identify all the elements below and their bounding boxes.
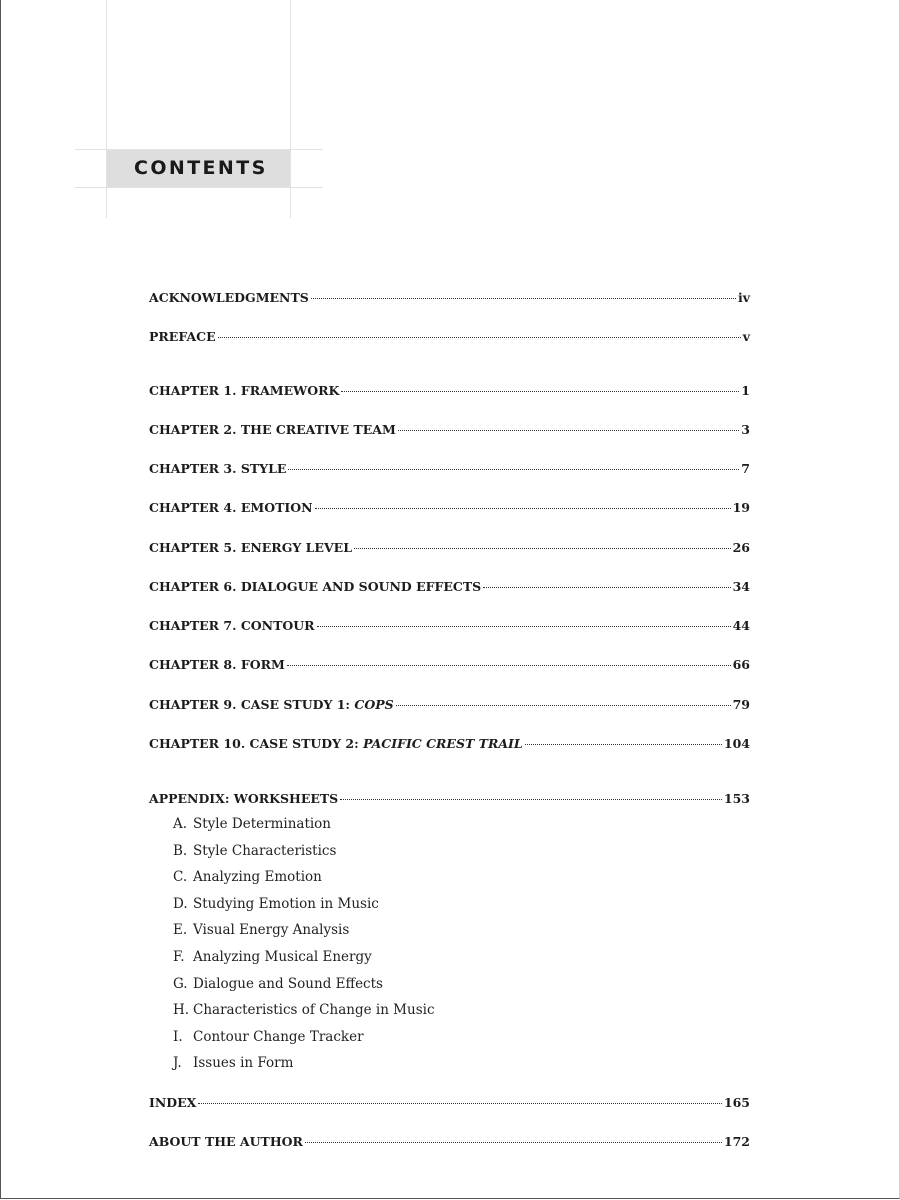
worksheet-item[interactable] [173, 1055, 293, 1071]
worksheet-title: Studying Emotion in Music [193, 896, 379, 912]
toc-page: 34 [732, 579, 750, 594]
dot-leader [218, 337, 741, 338]
worksheet-item[interactable] [173, 816, 331, 832]
worksheet-item[interactable] [173, 949, 372, 965]
toc-title-text: CHAPTER 9. CASE STUDY 1: [149, 697, 355, 712]
dot-leader [525, 744, 722, 745]
dot-leader [354, 548, 731, 549]
dot-leader [305, 1142, 722, 1143]
dot-leader [396, 705, 731, 706]
worksheet-item[interactable] [173, 1002, 435, 1018]
toc-title: CHAPTER 1. FRAMEWORK [149, 383, 340, 398]
crop-line [290, 0, 291, 218]
toc-entry-chapter-3[interactable] [149, 461, 750, 476]
dot-leader [288, 469, 739, 470]
toc-page: v [742, 329, 750, 344]
dot-leader [483, 587, 730, 588]
toc-title: PREFACE [149, 329, 216, 344]
worksheet-letter: G. [173, 976, 188, 992]
dot-leader [341, 391, 739, 392]
toc-title: APPENDIX: WORKSHEETS [149, 791, 339, 806]
worksheet-title: Dialogue and Sound Effects [193, 976, 383, 992]
toc-page: 3 [741, 422, 750, 437]
dot-leader [317, 626, 731, 627]
worksheet-item[interactable] [173, 922, 349, 938]
worksheet-item[interactable] [173, 976, 383, 992]
dot-leader [287, 665, 731, 666]
toc-entry-acknowledgments[interactable] [149, 290, 750, 305]
toc-title: ACKNOWLEDGMENTS [149, 290, 309, 305]
toc-title [149, 736, 523, 751]
toc-title: ABOUT THE AUTHOR [149, 1134, 303, 1149]
toc-page: 7 [741, 461, 750, 476]
worksheet-item[interactable] [173, 843, 336, 859]
toc-entry-chapter-4[interactable] [149, 500, 750, 515]
toc-title [149, 697, 394, 712]
crop-line [75, 187, 323, 188]
toc-title: INDEX [149, 1095, 197, 1110]
toc-page: 44 [732, 618, 750, 633]
toc-title: CHAPTER 5. ENERGY LEVEL [149, 540, 352, 555]
toc-entry-chapter-10[interactable] [149, 736, 750, 751]
worksheet-title: Issues in Form [193, 1055, 294, 1071]
worksheet-letter: E. [173, 922, 188, 938]
worksheet-letter: H. [173, 1002, 190, 1018]
dot-leader [398, 430, 740, 431]
toc-page: 153 [723, 791, 750, 806]
worksheet-letter: A. [173, 816, 188, 832]
toc-page: 172 [723, 1134, 750, 1149]
toc-entry-chapter-8[interactable] [149, 657, 750, 672]
toc-entry-index[interactable] [149, 1095, 750, 1110]
toc-title: CHAPTER 6. DIALOGUE AND SOUND EFFECTS [149, 579, 482, 594]
toc-page: 1 [741, 383, 750, 398]
worksheet-title: Analyzing Emotion [193, 869, 322, 885]
toc-entry-chapter-7[interactable] [149, 618, 750, 633]
dot-leader [198, 1103, 722, 1104]
toc-title: CHAPTER 8. FORM [149, 657, 285, 672]
worksheet-letter: D. [173, 896, 188, 912]
toc-entry-chapter-9[interactable] [149, 697, 750, 712]
toc-page: 165 [723, 1095, 750, 1110]
worksheet-letter: J. [173, 1055, 182, 1071]
worksheet-item[interactable] [173, 869, 322, 885]
worksheet-item[interactable] [173, 896, 379, 912]
toc-title: CHAPTER 4. EMOTION [149, 500, 313, 515]
toc-title: CHAPTER 3. STYLE [149, 461, 287, 476]
toc-title-italic: PACIFIC CREST TRAIL [363, 736, 523, 751]
toc-entry-chapter-5[interactable] [149, 540, 750, 555]
toc-title-text: CHAPTER 10. CASE STUDY 2: [149, 736, 364, 751]
toc-entry-about-the-author[interactable] [149, 1134, 750, 1149]
worksheet-title: Contour Change Tracker [193, 1029, 364, 1045]
toc-title-italic: COPS [354, 697, 394, 712]
worksheet-letter: F. [173, 949, 185, 965]
dot-leader [315, 508, 731, 509]
toc-entry-chapter-1[interactable] [149, 383, 750, 398]
toc-page: 104 [723, 736, 750, 751]
worksheet-title: Style Determination [193, 816, 332, 832]
toc-title: CHAPTER 2. THE CREATIVE TEAM [149, 422, 396, 437]
toc-entry-appendix[interactable] [149, 791, 750, 806]
toc-entry-chapter-6[interactable] [149, 579, 750, 594]
toc-entry-preface[interactable] [149, 329, 750, 344]
worksheet-title: Visual Energy Analysis [193, 922, 350, 938]
worksheet-letter: I. [173, 1029, 183, 1045]
worksheet-title: Characteristics of Change in Music [193, 1002, 435, 1018]
toc-page: 26 [732, 540, 750, 555]
worksheet-letter: B. [173, 843, 188, 859]
toc-title: CHAPTER 7. CONTOUR [149, 618, 315, 633]
toc-page: 66 [732, 657, 750, 672]
toc-page: 79 [732, 697, 750, 712]
page-title: CONTENTS [134, 157, 268, 179]
worksheet-letter: C. [173, 869, 188, 885]
toc-page: iv [737, 290, 750, 305]
toc-entry-chapter-2[interactable] [149, 422, 750, 437]
worksheet-title: Style Characteristics [193, 843, 337, 859]
dot-leader [311, 298, 736, 299]
worksheet-item[interactable] [173, 1029, 364, 1045]
toc-page: 19 [732, 500, 750, 515]
dot-leader [340, 799, 722, 800]
worksheet-title: Analyzing Musical Energy [193, 949, 372, 965]
